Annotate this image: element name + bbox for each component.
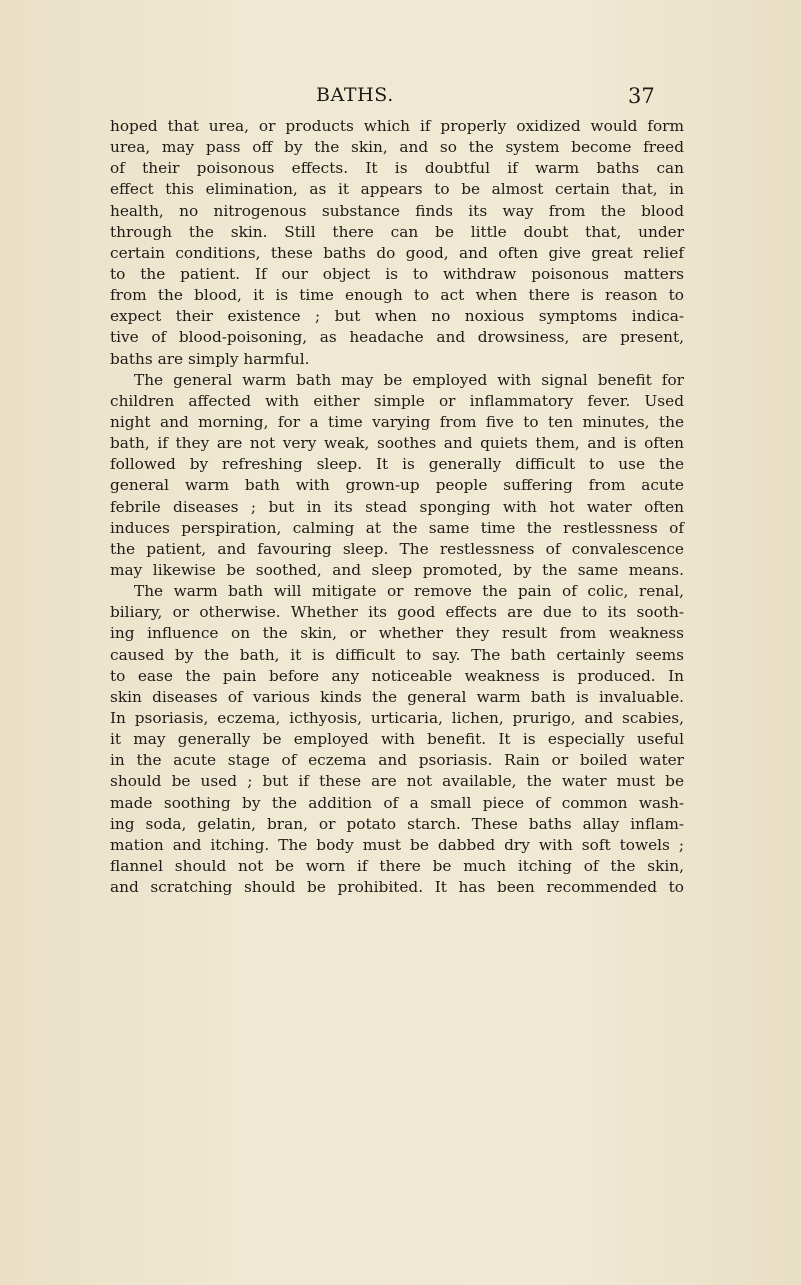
text-line: febrile diseases ; but in its stead sponging with hot water often bbox=[110, 497, 684, 516]
text-line: from the blood, it is time enough to act when there is reason to bbox=[110, 286, 684, 305]
text-line: skin diseases of various kinds the general warm bath is invaluable. bbox=[110, 687, 684, 706]
running-head bbox=[0, 84, 801, 108]
text-line: the patient, and favouring sleep. The restlessness of convalescence bbox=[110, 539, 684, 558]
text-line: biliary, or otherwise. Whether its good effects are due to its sooth- bbox=[110, 603, 684, 622]
text-line: general warm bath with grown-up people suffering from acute bbox=[110, 476, 684, 495]
paragraph-first-line: The general warm bath may be employed with signal benefit for bbox=[134, 370, 684, 389]
text-line: ing influence on the skin, or whether they result from weakness bbox=[110, 624, 684, 643]
text-line: baths are simply harmful. bbox=[110, 349, 310, 368]
text-line: in the acute stage of eczema and psoriasis. Rain or boiled water bbox=[110, 751, 684, 770]
text-line: In psoriasis, eczema, icthyosis, urticaria, lichen, prurigo, and scabies, bbox=[110, 708, 684, 727]
text-line: urea, may pass off by the skin, and so the system become freed bbox=[110, 138, 684, 157]
text-line: tive of blood-poisoning, as headache and drowsiness, are present, bbox=[110, 328, 684, 347]
text-line: it may generally be employed with benefit. It is especially useful bbox=[110, 730, 684, 749]
text-line: to the patient. If our object is to withdraw poisonous matters bbox=[110, 264, 684, 283]
text-line: caused by the bath, it is difficult to say. The bath certainly seems bbox=[110, 645, 684, 664]
text-line: certain conditions, these baths do good, and often give great relief bbox=[110, 243, 684, 262]
running-title: BATHS. bbox=[316, 84, 394, 106]
text-line: followed by refreshing sleep. It is generally difficult to use the bbox=[110, 455, 684, 474]
text-line: hoped that urea, or products which if properly oxidized would form bbox=[110, 117, 684, 135]
text-line: made soothing by the addition of a small piece of common wash- bbox=[110, 793, 684, 812]
text-line: night and morning, for a time varying from five to ten minutes, the bbox=[110, 412, 684, 431]
text-line: of their poisonous effects. It is doubtful if warm baths can bbox=[110, 159, 684, 178]
text-line: flannel should not be worn if there be much itching of the skin, bbox=[110, 856, 684, 875]
text-line: The warm bath will mitigate or remove the pain of colic, renal, bbox=[134, 582, 684, 601]
text-line: ing soda, gelatin, bran, or potato starch. These baths allay inflam- bbox=[110, 814, 684, 833]
text-line: through the skin. Still there can be little doubt that, under bbox=[110, 222, 684, 241]
text-line: effect this elimination, as it appears to be almost certain that, in bbox=[110, 180, 684, 199]
text-line: induces perspiration, calming at the same time the restlessness of bbox=[110, 518, 684, 537]
text-line: bath, if they are not very weak, soothes and quiets them, and is often bbox=[110, 434, 684, 453]
body-text bbox=[110, 116, 684, 898]
text-line: should be used ; but if these are not available, the water must be bbox=[110, 772, 684, 791]
text-line: children affected with either simple or inflammatory fever. Used bbox=[110, 391, 684, 410]
page-number: 37 bbox=[628, 84, 655, 108]
text-line: to ease the pain before any noticeable weakness is produced. In bbox=[110, 666, 684, 685]
text-line: health, no nitrogenous substance finds its way from the blood bbox=[110, 201, 684, 220]
text-line: mation and itching. The body must be dabbed dry with soft towels ; bbox=[110, 835, 684, 854]
text-line: expect their existence ; but when no noxious symptoms indica- bbox=[110, 307, 684, 326]
text-line: and scratching should be prohibited. It has been recommended to bbox=[110, 878, 684, 897]
text-line: may likewise be soothed, and sleep promoted, by the same means. bbox=[110, 560, 684, 579]
